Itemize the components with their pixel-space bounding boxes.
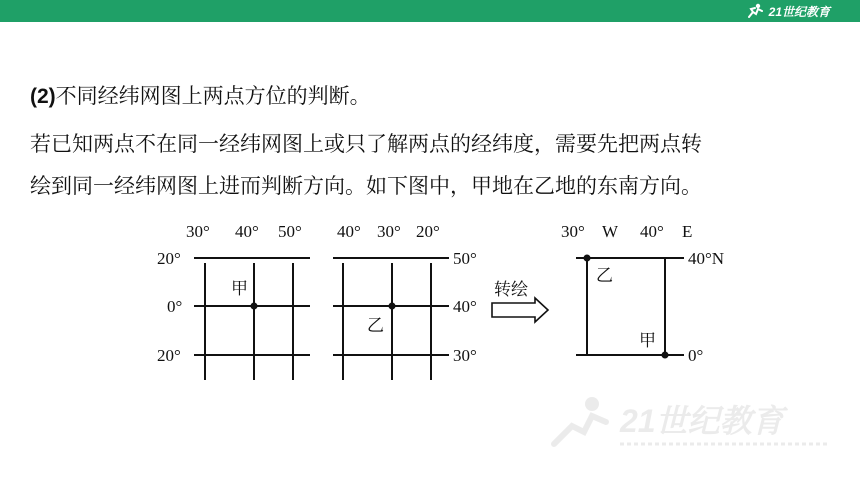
grid2-point	[389, 303, 396, 310]
arrow-label: 转绘	[494, 280, 528, 299]
graticule-diagram	[150, 215, 750, 395]
grid2-lon-20: 20°	[416, 222, 440, 241]
brand-logo	[745, 2, 830, 20]
grid-3	[576, 258, 684, 355]
grid2-lat-40: 40°	[453, 297, 477, 316]
grid3-lon-e: E	[682, 222, 693, 241]
grid1-lat-20n: 20°	[157, 249, 181, 268]
grid3-point-a-label: 乙	[596, 266, 613, 285]
grid3-lon-40: 40°	[640, 222, 664, 241]
grid3-lon-30: 30°	[561, 222, 585, 241]
grid3-lat-40n: 40°N	[688, 249, 725, 268]
grid-1	[194, 258, 310, 380]
grid-2	[333, 258, 449, 380]
grid2-lon-30: 30°	[377, 222, 401, 241]
watermark-logo	[540, 392, 840, 452]
grid3-point-a	[584, 255, 591, 262]
grid2-lon-40: 40°	[337, 222, 361, 241]
paragraph-line-2: 绘到同一经纬网图上进而判断方向。如下图中，甲地在乙地的东南方向。	[30, 174, 702, 198]
grid2-lat-30: 30°	[453, 346, 477, 365]
grid1-lon-50: 50°	[278, 222, 302, 241]
transfer-arrow-icon	[492, 298, 548, 322]
grid2-lat-50: 50°	[453, 249, 477, 268]
heading-text: 不同经纬网图上两点方位的判断。	[55, 84, 371, 108]
grid1-point	[251, 303, 258, 310]
grid1-lon-30: 30°	[186, 222, 210, 241]
section-heading	[30, 80, 371, 110]
grid3-lat-0: 0°	[688, 346, 704, 365]
watermark-text: 21世纪教育	[620, 403, 784, 439]
grid3-point-b	[662, 352, 669, 359]
grid1-point-label: 甲	[231, 279, 248, 298]
heading-number: (2)	[30, 85, 56, 108]
logo-text: 21世纪教育	[768, 4, 830, 19]
grid3-point-b-label: 甲	[639, 331, 656, 350]
paragraph-line-1: 若已知两点不在同一经纬网图上或只了解两点的经纬度，需要先把两点转	[30, 132, 702, 156]
grid3-lon-w: W	[602, 222, 619, 241]
grid1-lat-0: 0°	[167, 297, 183, 316]
grid1-lat-20s: 20°	[157, 346, 181, 365]
header-bar	[0, 0, 860, 22]
runner-icon	[745, 3, 765, 19]
explanation-paragraph	[30, 123, 850, 207]
grid2-point-label: 乙	[367, 316, 384, 335]
grid1-lon-40: 40°	[235, 222, 259, 241]
